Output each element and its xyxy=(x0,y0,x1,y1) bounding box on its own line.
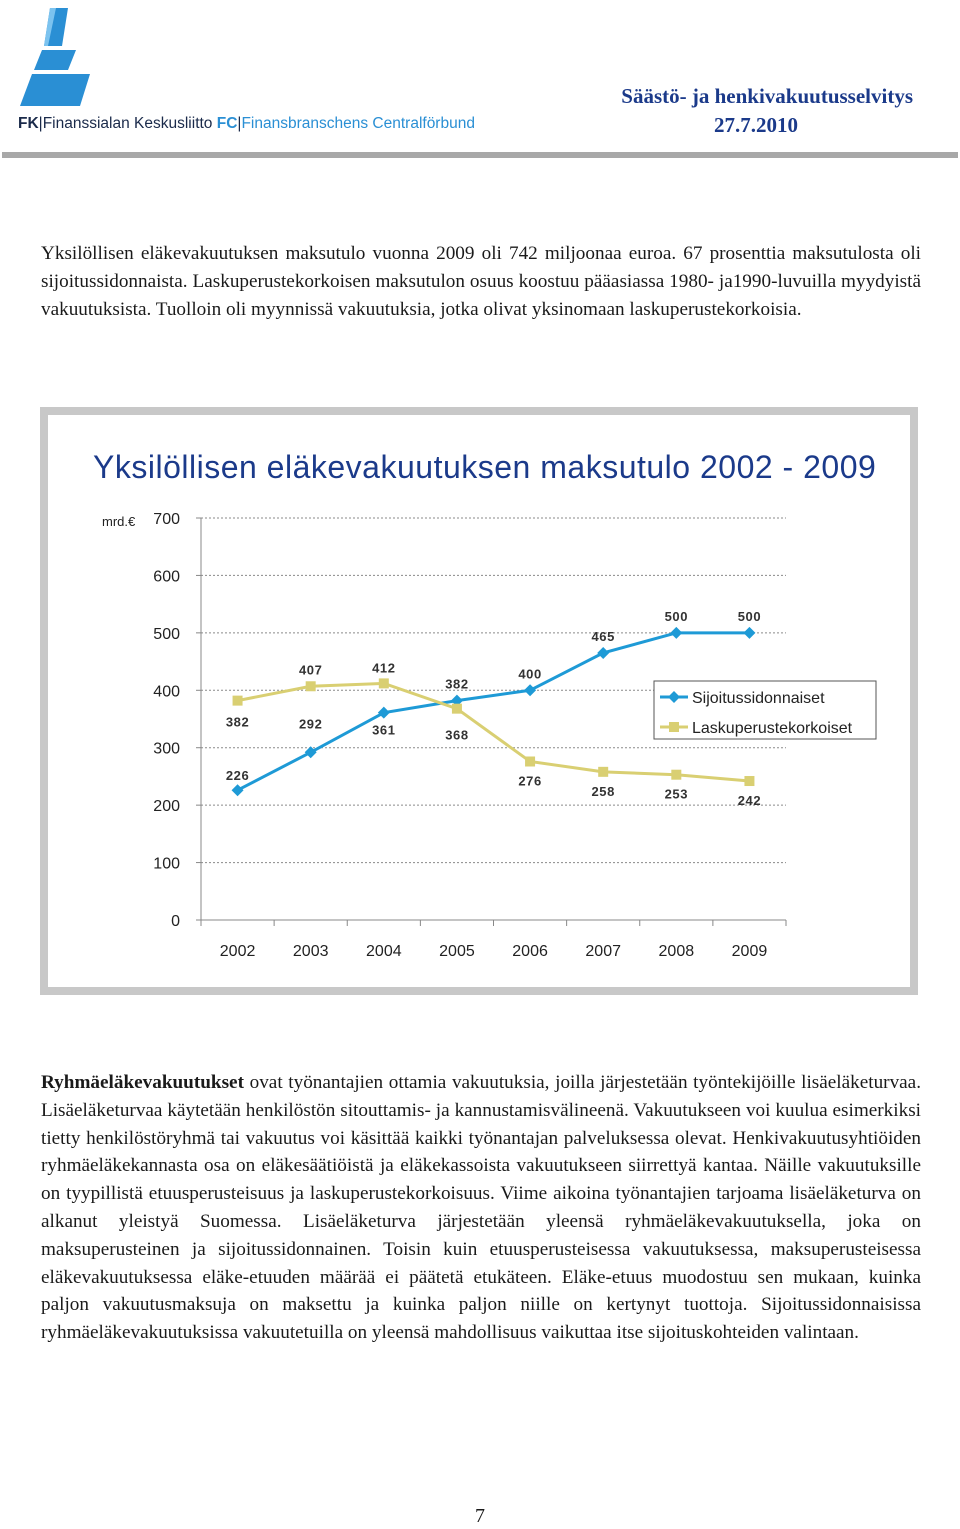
data-point xyxy=(525,756,535,766)
legend-marker xyxy=(669,722,679,732)
org-fi-abbr: FK xyxy=(18,115,39,132)
data-point xyxy=(524,684,536,696)
data-point xyxy=(233,696,243,706)
x-tick-label: 2009 xyxy=(731,943,768,960)
y-tick-label: 600 xyxy=(153,568,180,586)
x-tick-label: 2003 xyxy=(292,943,329,960)
y-tick-label: 400 xyxy=(153,683,180,701)
x-tick-label: 2004 xyxy=(366,943,402,960)
line-chart xyxy=(48,415,910,987)
fk-logo-icon xyxy=(14,6,96,108)
data-label: 276 xyxy=(518,773,542,789)
header-divider xyxy=(2,152,958,158)
x-tick-label: 2006 xyxy=(512,943,548,960)
org-fi-name: Finanssialan Keskusliitto xyxy=(42,115,213,132)
page-header xyxy=(0,0,960,160)
org-sv-abbr: FC xyxy=(216,115,238,132)
legend-label: Laskuperustekorkoiset xyxy=(692,720,853,737)
data-label: 253 xyxy=(664,786,689,802)
org-sv-name: Finansbranschens Centralförbund xyxy=(241,115,475,132)
data-label: 500 xyxy=(737,608,762,624)
data-point xyxy=(670,627,682,639)
document-date: 27.7.2010 xyxy=(714,113,798,137)
y-tick-label: 0 xyxy=(171,913,180,930)
body-paragraph xyxy=(41,1069,921,1347)
data-point xyxy=(671,770,681,780)
data-point xyxy=(232,784,244,796)
data-point xyxy=(379,678,389,688)
data-label: 407 xyxy=(298,662,323,678)
data-point xyxy=(598,767,608,777)
data-label: 368 xyxy=(445,727,469,743)
x-tick-label: 2002 xyxy=(219,943,256,960)
data-label: 361 xyxy=(372,722,396,738)
data-label: 226 xyxy=(225,768,250,784)
chart-title: Yksilöllisen eläkevakuutuksen maksutulo 2002 - 2009 xyxy=(93,449,877,485)
x-tick-label: 2007 xyxy=(585,943,621,960)
page-number: 7 xyxy=(475,1505,485,1527)
body-lead-term: Ryhmäeläkevakuutukset xyxy=(41,1072,244,1093)
data-label: 412 xyxy=(372,660,396,676)
data-label: 382 xyxy=(445,676,469,692)
data-label: 292 xyxy=(298,716,323,732)
y-tick-label: 700 xyxy=(153,511,180,528)
data-point xyxy=(306,681,316,691)
x-tick-label: 2005 xyxy=(439,943,475,960)
y-axis-label: mrd.€ xyxy=(102,514,136,529)
chart-container xyxy=(40,407,918,995)
organization-name: FK|Finanssialan Keskusliitto FC|Finansbranschens Centralförbund xyxy=(18,115,475,132)
data-point xyxy=(597,647,609,659)
body-text: ovat työnantajien ottamia vakuutuksia, joilla järjestetään työntekijöille lisäeläketurvaa. Lisäeläketurvaa käytetään henkilöstön sitouttamis- ja kannustamisvälineenä. Vakuutukseen voi kuulua esimerkiksi tietty henkilöstöryhmä tai vakuutus voi käsittää kaikki työnantajan palveluksessa olevat. Henkivakuutusyhtiöiden ryhmäeläkekannasta osa on eläkesäätiöistä ja eläkekassoista vakuutukseen siirrettyä kantaa. Näille vakuutuksille on tyypillistä etuusperusteisuus ja laskuperustekorkoisuus. Viime aikoina työnantajien tarjoama lisäeläketurva on alkanut yleistyä Suomessa. Lisäeläketurva järjestetään yleensä ryhmäeläkevakuutuksella, joka on maksuperusteinen ja sijoitussidonnainen. Toisin kuin etuusperusteisessa vakuutuksessa, maksuperusteisessa eläkevakuutuksessa eläke-etuuden määrää ei päätetä etukäteen. Eläke-etuus muodostuu sen mukaan, kuinka paljon vakuutusmaksuja on maksettu ja kuinka paljon niille on kertynyt tuottoja. Sijoitussidonnaisissa ryhmäeläkevakuutuksissa vakuutetuilla on yleensä mahdollisuus vaikuttaa itse sijoituskohteiden valintaan. xyxy=(41,1072,921,1344)
data-label: 400 xyxy=(518,666,542,682)
data-point xyxy=(744,776,754,786)
data-label: 465 xyxy=(591,628,615,644)
data-point xyxy=(452,704,462,714)
data-label: 242 xyxy=(737,793,762,809)
y-tick-label: 100 xyxy=(153,855,180,873)
data-label: 258 xyxy=(591,783,615,799)
intro-paragraph: Yksilöllisen eläkevakuutuksen maksutulo vuonna 2009 oli 742 miljoonaa euroa. 67 prosenttia maksutulosta oli sijoitussidonnaista. Laskuperustekorkoisen maksutulon osuus koostuu pääasiassa 1980- ja1990-luvuilla myydyistä vakuutuksista. Tuolloin oli myynnissä vakuutuksia, jotka olivat yksinomaan laskuperustekorkoisia. xyxy=(41,243,921,320)
y-tick-label: 200 xyxy=(153,798,180,816)
data-point xyxy=(743,627,755,639)
y-tick-label: 500 xyxy=(153,625,180,643)
legend-label: Sijoitussidonnaiset xyxy=(692,690,825,707)
data-label: 382 xyxy=(225,714,250,730)
x-tick-label: 2008 xyxy=(658,943,695,960)
data-point xyxy=(378,707,390,719)
y-tick-label: 300 xyxy=(153,740,180,758)
data-label: 500 xyxy=(664,608,689,624)
document-title: Säästö- ja henkivakuutusselvitys xyxy=(621,84,913,108)
